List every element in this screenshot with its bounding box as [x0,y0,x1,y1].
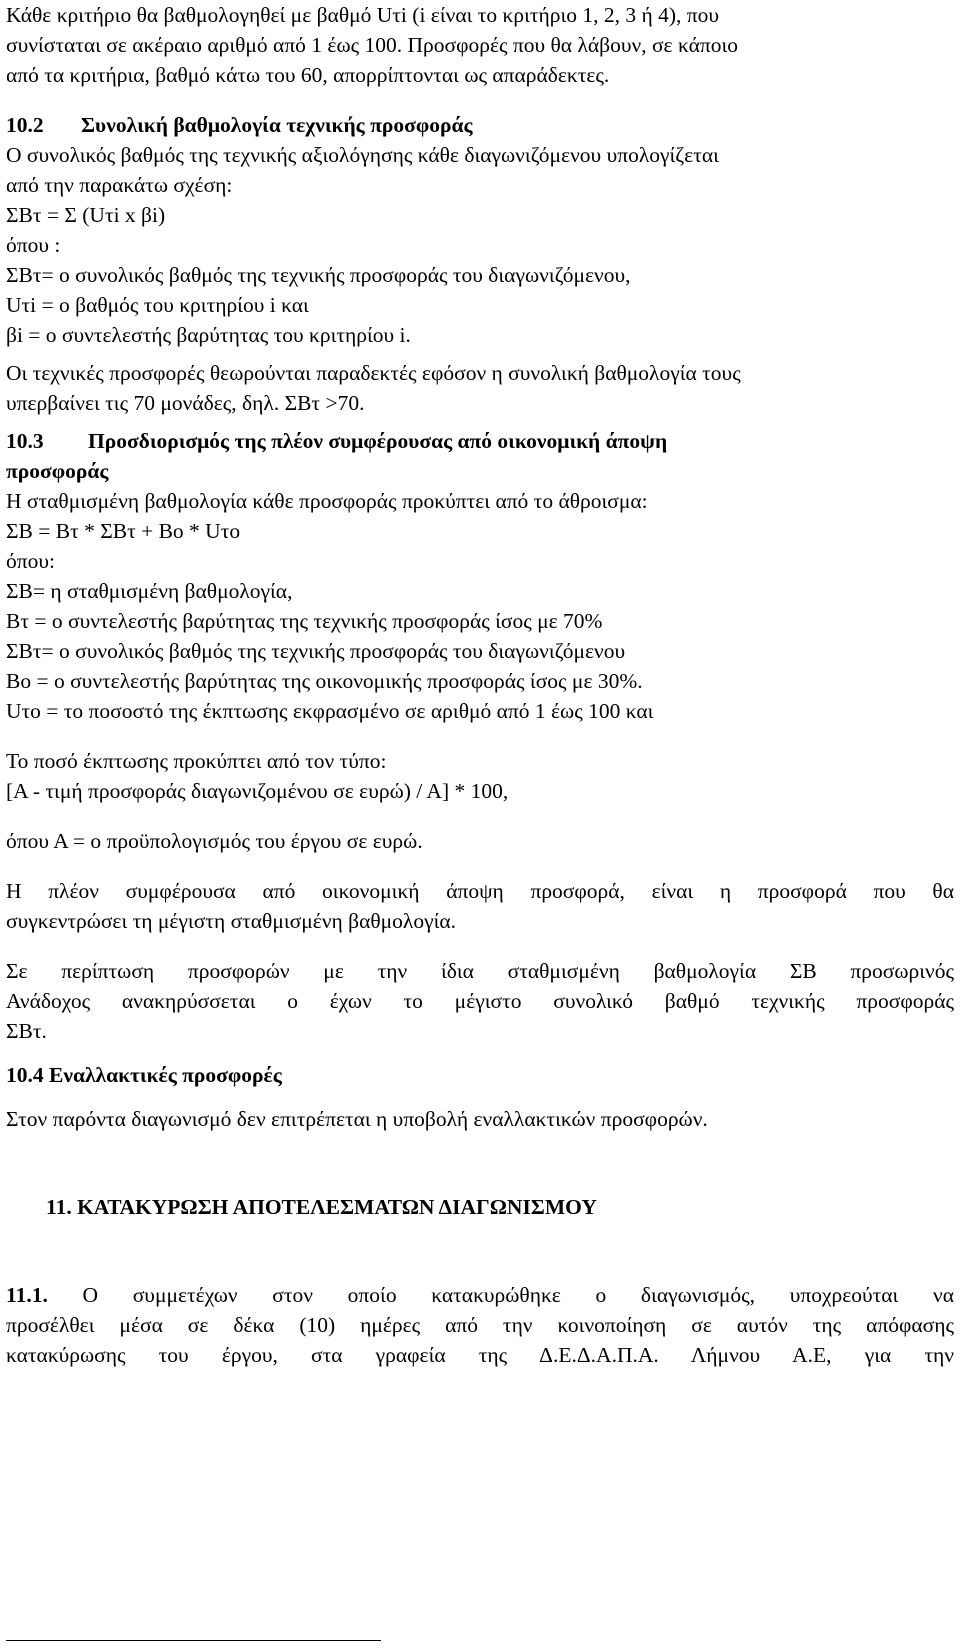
section-number: 10.3 [6,429,44,453]
section-heading [6,426,954,456]
document-page [6,0,954,1370]
paragraph-line: Σε περίπτωση προσφορών με την ίδια σταθμισμένη βαθμολογία ΣΒ προσωρινός [6,959,954,983]
paragraph-line: όπου: [6,549,55,573]
paragraph-line: Στον παρόντα διαγωνισμό δεν επιτρέπεται η υποβολή εναλλακτικών προσφορών. [6,1107,708,1131]
definition-line: ΣΒτ= ο συνολικός βαθμός της τεχνικής προσφοράς του διαγωνιζόμενου, [6,263,631,287]
formula-line: [Α - τιμή προσφοράς διαγωνιζομένου σε ευρώ) / Α] * 100, [6,779,509,803]
paragraph-line [6,1280,954,1310]
section-11-1 [6,1280,954,1370]
paragraph-line: από την παρακάτω σχέση: [6,173,233,197]
paragraph-line: Ο συνολικός βαθμός της τεχνικής αξιολόγησης κάθε διαγωνιζόμενου υπολογίζεται [6,143,719,167]
intro-paragraph [6,0,954,90]
section-title-continued: προσφοράς [6,459,109,483]
paragraph-line: κατακύρωσης του έργου, στα γραφεία της Δ.Ε.Δ.Α.Π.Α. Λήμνου Α.Ε, για την [6,1343,954,1367]
section-10-4 [6,1060,954,1134]
paragraph-line: προσέλθει μέσα σε δέκα (10) ημέρες από την κοινοποίηση σε αυτόν της απόφασης [6,1313,954,1337]
section-title: Προσδιορισμός της πλέον συμφέρουσας από οικονομική άποψη [88,429,668,453]
paragraph-line: Κάθε κριτήριο θα βαθμολογηθεί με βαθμό Uτi (i είναι το κριτήριο 1, 2, 3 ή 4), που [6,3,720,27]
paragraph-line: Η σταθμισμένη βαθμολογία κάθε προσφοράς προκύπτει από το άθροισμα: [6,489,648,513]
formula-line: ΣΒ = Βτ * ΣΒτ + Βο * Uτο [6,519,241,543]
section-heading [6,110,954,140]
definition-line: Uτο = το ποσοστό της έκπτωσης εκφρασμένο σε αριθμό από 1 έως 100 και [6,699,654,723]
paragraph-line: υπερβαίνει τις 70 μονάδες, δηλ. ΣΒτ >70. [6,391,365,415]
section-number: 10.2 [6,113,44,137]
section-heading: 10.4 Εναλλακτικές προσφορές [6,1063,282,1087]
formula-line: ΣΒτ = Σ (Uτi x βi) [6,203,166,227]
section-10-3 [6,426,954,1046]
footnote-separator [6,1640,381,1641]
paragraph-line: Η πλέον συμφέρουσα από οικονομική άποψη προσφορά, είναι η προσφορά που θα [6,879,954,903]
paragraph-line: συνίσταται σε ακέραιο αριθμό από 1 έως 100. Προσφορές που θα λάβουν, σε κάποιο [6,33,738,57]
paragraph-line: Οι τεχνικές προσφορές θεωρούνται παραδεκτές εφόσον η συνολική βαθμολογία τους [6,361,741,385]
paragraph-text: Ο συμμετέχων στον οποίο κατακυρώθηκε ο διαγωνισμός, υποχρεούται να [47,1283,954,1307]
definition-line: ΣΒτ= ο συνολικός βαθμός της τεχνικής προσφοράς του διαγωνιζόμενου [6,639,626,663]
section-title: Συνολική βαθμολογία τεχνικής προσφοράς [81,113,473,137]
paragraph-line: από τα κριτήρια, βαθμό κάτω του 60, απορρίπτονται ως απαράδεκτες. [6,63,610,87]
paragraph-line: όπου : [6,233,61,257]
section-10-2 [6,110,954,418]
definition-line: ΣΒ= η σταθμισμένη βαθμολογία, [6,579,293,603]
paragraph-line: συγκεντρώσει τη μέγιστη σταθμισμένη βαθμολογία. [6,909,457,933]
chapter-title: 11. ΚΑΤΑΚΥΡΩΣΗ ΑΠΟΤΕΛΕΣΜΑΤΩΝ ΔΙΑΓΩΝΙΣΜΟΥ [46,1195,597,1219]
paragraph-line: ΣΒτ. [6,1019,47,1043]
definition-line: Βο = ο συντελεστής βαρύτητας της οικονομικής προσφοράς ίσος με 30%. [6,669,643,693]
paragraph-line: όπου Α = ο προϋπολογισμός του έργου σε ευρώ. [6,829,423,853]
paragraph-line: Ανάδοχος ανακηρύσσεται ο έχων το μέγιστο συνολικό βαθμό τεχνικής προσφοράς [6,989,954,1013]
definition-line: βi = ο συντελεστής βαρύτητας του κριτηρίου i. [6,323,411,347]
definition-line: Βτ = ο συντελεστής βαρύτητας της τεχνικής προσφοράς ίσος με 70% [6,609,603,633]
paragraph-line: Το ποσό έκπτωσης προκύπτει από τον τύπο: [6,749,387,773]
section-number: 11.1. [6,1283,48,1307]
chapter-11 [6,1192,954,1222]
definition-line: Uτi = ο βαθμός του κριτηρίου i και [6,293,309,317]
